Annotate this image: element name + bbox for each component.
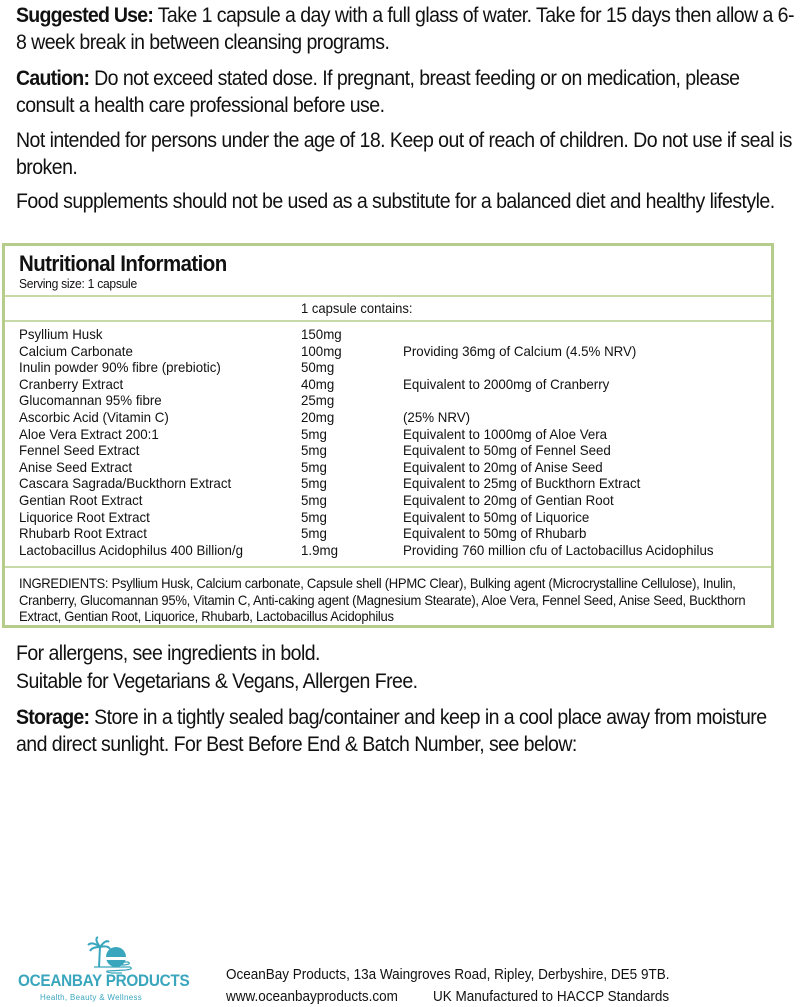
ingredient-name: Psyllium Husk bbox=[19, 326, 103, 342]
suggested-use-label: Suggested Use: bbox=[16, 4, 154, 27]
nutrition-row bbox=[19, 475, 759, 492]
ingredient-name: Fennel Seed Extract bbox=[19, 442, 140, 459]
company-address: OceanBay Products, 13a Waingroves Road, Ripley, Derbyshire, DE5 9TB. bbox=[226, 966, 670, 983]
ingredient-name: Calcium Carbonate bbox=[19, 342, 133, 359]
oceanbay-logo bbox=[8, 935, 208, 1005]
caution-paragraph bbox=[16, 65, 801, 119]
caution-text: Do not exceed stated dose. If pregnant, breast feeding or on medication, please consult a health care professional before use. bbox=[16, 67, 740, 117]
ingredient-name: Cranberry Extract bbox=[19, 375, 124, 392]
ingredient-note: Equivalent to 50mg of Rhubarb bbox=[403, 525, 587, 542]
food-supplement-notice: Food supplements should not be used as a substitute for a balanced diet and healthy lifestyle. bbox=[16, 190, 775, 213]
nutrition-row bbox=[19, 426, 759, 443]
nutrition-row bbox=[19, 359, 759, 376]
divider bbox=[5, 295, 771, 297]
ingredient-note: Equivalent to 1000mg of Aloe Vera bbox=[403, 425, 608, 442]
caution-label: Caution: bbox=[16, 67, 90, 90]
ingredient-name: Anise Seed Extract bbox=[19, 458, 133, 475]
ingredient-amount: 20mg bbox=[301, 408, 335, 425]
nutrition-row bbox=[19, 376, 759, 393]
website-link[interactable]: www.oceanbayproducts.com bbox=[226, 988, 398, 1005]
nutrition-panel bbox=[2, 243, 774, 628]
serving-size: Serving size: 1 capsule bbox=[19, 276, 137, 291]
ingredient-note: Equivalent to 2000mg of Cranberry bbox=[403, 375, 610, 392]
ingredient-name: Rhubarb Root Extract bbox=[19, 525, 147, 542]
ingredients-list: INGREDIENTS: Psyllium Husk, Calcium carbonate, Capsule shell (HPMC Clear), Bulking agent (Microcrystalline Cellulose), Inulin, Cranberry, Glucomannan 95%, Vitamin C, Anti-caking agent (Magnesium Stearate), Aloe Vera, Fennel Seed, Anise Seed, Buckthorn Extract, Gentian Root, Liquorice, Rhubarb, Lactobacillus Acidophilus bbox=[19, 575, 746, 624]
nutrition-table bbox=[19, 326, 759, 558]
ingredient-amount: 5mg bbox=[301, 442, 327, 459]
ingredient-name: Ascorbic Acid (Vitamin C) bbox=[19, 408, 169, 425]
ingredient-amount: 150mg bbox=[301, 326, 342, 342]
allergen-notice: For allergens, see ingredients in bold. bbox=[16, 642, 320, 665]
ingredient-amount: 5mg bbox=[301, 525, 327, 542]
ingredient-name: Glucomannan 95% fibre bbox=[19, 392, 162, 409]
logo-name: OCEANBAY PRODUCTS bbox=[18, 971, 190, 990]
storage-text: Store in a tightly sealed bag/container and keep in a cool place away from moisture and direct sunlight. For Best Before End & Batch Number, see below: bbox=[16, 706, 767, 756]
divider bbox=[5, 320, 771, 322]
nutrition-row bbox=[19, 542, 759, 559]
ingredient-amount: 50mg bbox=[301, 359, 335, 376]
contains-header: 1 capsule contains: bbox=[301, 300, 413, 316]
suggested-use-paragraph bbox=[16, 2, 801, 56]
nutrition-row bbox=[19, 392, 759, 409]
ingredient-amount: 5mg bbox=[301, 508, 327, 525]
ingredient-name: Cascara Sagrada/Buckthorn Extract bbox=[19, 475, 232, 492]
ingredient-note: Equivalent to 20mg of Anise Seed bbox=[403, 458, 603, 475]
manufacturing-standards: UK Manufactured to HACCP Standards bbox=[433, 988, 670, 1005]
ingredient-name: Lactobacillus Acidophilus 400 Billion/g bbox=[19, 541, 244, 558]
nutrition-row bbox=[19, 525, 759, 542]
nutrition-row bbox=[19, 459, 759, 476]
ingredient-amount: 5mg bbox=[301, 425, 327, 442]
ingredient-note: Providing 760 million cfu of Lactobacillus Acidophilus bbox=[403, 541, 714, 558]
ingredient-name: Inulin powder 90% fibre (prebiotic) bbox=[19, 359, 221, 376]
ingredient-note: (25% NRV) bbox=[403, 408, 471, 425]
ingredient-note: Equivalent to 25mg of Buckthorn Extract bbox=[403, 475, 641, 492]
suitability-notice: Suitable for Vegetarians & Vegans, Allergen Free. bbox=[16, 670, 418, 693]
ingredient-amount: 5mg bbox=[301, 491, 327, 508]
nutrition-row bbox=[19, 509, 759, 526]
ingredient-amount: 5mg bbox=[301, 458, 327, 475]
ingredient-name: Liquorice Root Extract bbox=[19, 508, 150, 525]
ingredient-name: Aloe Vera Extract 200:1 bbox=[19, 425, 159, 442]
age-warning: Not intended for persons under the age of 18. Keep out of reach of children. Do not use if seal is broken. bbox=[16, 129, 792, 179]
ingredient-amount: 5mg bbox=[301, 475, 327, 492]
divider bbox=[5, 566, 771, 568]
ingredient-amount: 40mg bbox=[301, 375, 335, 392]
palm-sun-icon bbox=[8, 935, 208, 975]
suggested-use-text: Take 1 capsule a day with a full glass of water. Take for 15 days then allow a 6-8 week break in between cleansing programs. bbox=[16, 4, 794, 54]
ingredient-amount: 1.9mg bbox=[301, 541, 338, 558]
ingredient-note: Providing 36mg of Calcium (4.5% NRV) bbox=[403, 342, 637, 359]
ingredient-amount: 25mg bbox=[301, 392, 335, 409]
ingredient-note: Equivalent to 50mg of Liquorice bbox=[403, 508, 590, 525]
storage-paragraph bbox=[16, 704, 801, 758]
ingredient-amount: 100mg bbox=[301, 342, 342, 359]
logo-tagline: Health, Beauty & Wellness bbox=[40, 993, 143, 1002]
ingredient-note: Equivalent to 50mg of Fennel Seed bbox=[403, 442, 611, 459]
nutrition-row bbox=[19, 442, 759, 459]
nutrition-row bbox=[19, 326, 759, 343]
ingredient-note: Equivalent to 20mg of Gentian Root bbox=[403, 491, 614, 508]
nutrition-title: Nutritional Information bbox=[19, 251, 227, 276]
nutrition-row bbox=[19, 492, 759, 509]
storage-label: Storage: bbox=[16, 706, 90, 729]
nutrition-row bbox=[19, 343, 759, 360]
nutrition-row bbox=[19, 409, 759, 426]
ingredient-name: Gentian Root Extract bbox=[19, 491, 143, 508]
